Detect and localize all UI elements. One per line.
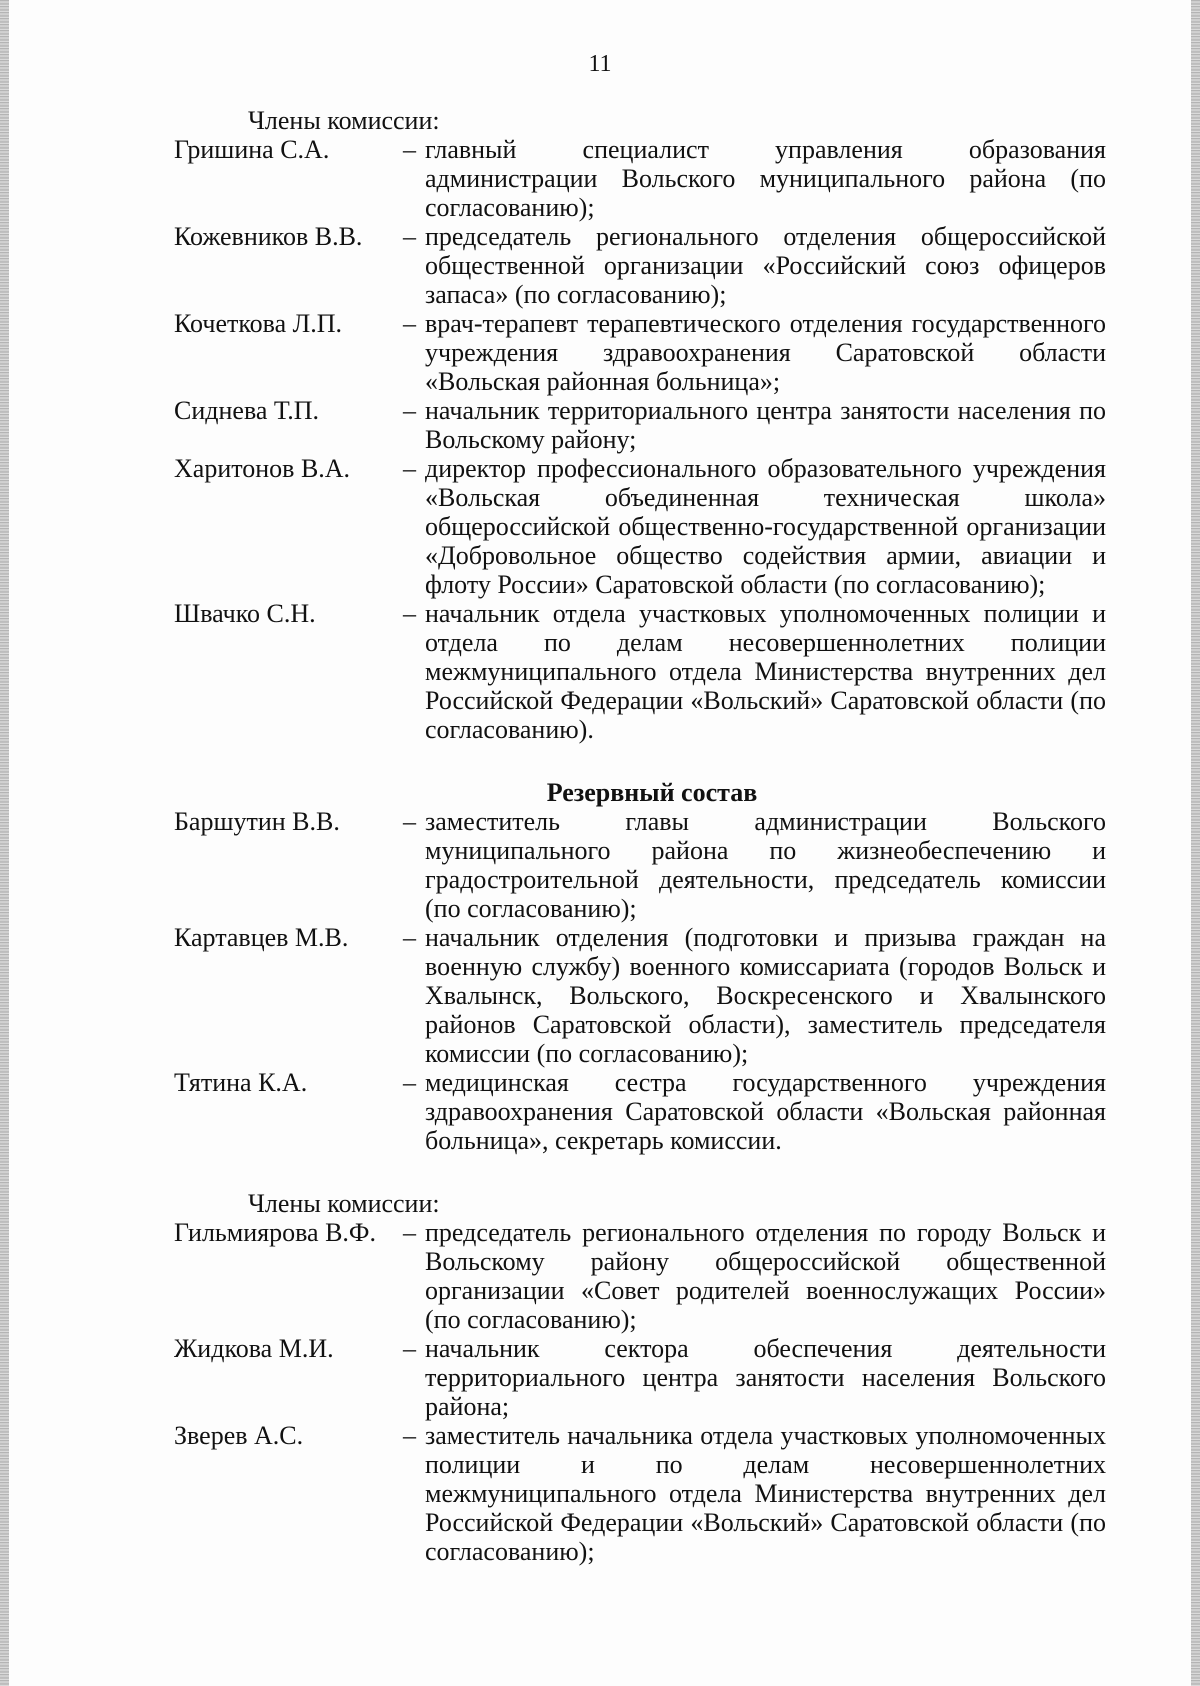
member-role: председатель регионального отделения общероссийской общественной организации «Российский союз офицеров запаса» (по согласованию); [425, 222, 1106, 309]
member-role: начальник сектора обеспечения деятельности территориального центра занятости населения Вольского района; [425, 1334, 1106, 1421]
member-role: начальник отделения (подготовки и призыва граждан на военную службу) военного комиссариата (городов Вольск и Хвалынск, Вольского, Воскресенского и Хвалынского районов Саратовской области), заместитель председателя комиссии (по согласованию); [425, 923, 1106, 1068]
spacer [174, 1155, 1106, 1189]
member-role: главный специалист управления образования администрации Вольского муниципального района (по согласованию); [425, 135, 1106, 222]
member-name: Тятина К.А. [174, 1068, 308, 1097]
member-role: заместитель начальника отдела участковых уполномоченных полиции и по делам несовершеннолетних межмуниципального отдела Министерства внутренних дел Российской Федерации «Вольский» Саратовской области (по согласованию); [425, 1421, 1106, 1566]
scan-edge-right [1191, 0, 1200, 1686]
member-entry [174, 1068, 1106, 1155]
dash: – [403, 222, 416, 251]
member-name: Гильмиярова В.Ф. [174, 1218, 376, 1247]
member-role: директор профессионального образовательного учреждения «Вольская объединенная техническая школа» общероссийской общественно-государственной организации «Добровольное общество содействия армии, авиации и флоту России» Саратовской области (по согласованию); [425, 454, 1106, 599]
page-number: 11 [588, 51, 612, 77]
member-name: Жидкова М.И. [174, 1334, 334, 1363]
dash: – [403, 396, 416, 425]
member-name: Баршутин В.В. [174, 807, 340, 836]
member-entry [174, 599, 1106, 744]
member-entry [174, 222, 1106, 309]
reserve-section-title: Резервный состав [546, 778, 758, 807]
dash: – [403, 923, 416, 952]
member-name: Харитонов В.А. [174, 454, 351, 483]
member-entry [174, 396, 1106, 454]
member-entry [174, 135, 1106, 222]
reserve-list [174, 807, 1106, 1155]
member-name: Сиднева Т.П. [174, 396, 319, 425]
member-role: председатель регионального отделения по городу Вольск и Вольскому району общероссийской общественной организации «Совет родителей военнослужащих России» (по согласованию); [425, 1218, 1106, 1334]
member-entry [174, 454, 1106, 599]
member-entry [174, 309, 1106, 396]
member-name: Зверев А.С. [174, 1421, 304, 1450]
member-entry [174, 1218, 1106, 1334]
member-name: Картавцев М.В. [174, 923, 349, 952]
member-role: медицинская сестра государственного учреждения здравоохранения Саратовской области «Вольская районная больница», секретарь комиссии. [425, 1068, 1106, 1155]
dash: – [403, 1421, 416, 1450]
member-role: заместитель главы администрации Вольского муниципального района по жизнеобеспечению и градостроительной деятельности, председатель комиссии (по согласованию); [425, 807, 1106, 923]
dash: – [403, 599, 416, 628]
member-name: Кожевников В.В. [174, 222, 363, 251]
dash: – [403, 135, 416, 164]
members-list [174, 135, 1106, 744]
member-name: Швачко С.Н. [174, 599, 316, 628]
member-name: Кочеткова Л.П. [174, 309, 343, 338]
dash: – [403, 807, 416, 836]
member-name: Гришина С.А. [174, 135, 330, 164]
member-entry [174, 1421, 1106, 1566]
dash: – [403, 1068, 416, 1097]
dash: – [403, 1218, 416, 1247]
member-role: врач-терапевт терапевтического отделения государственного учреждения здравоохранения Саратовской области «Вольская районная больница»; [425, 309, 1106, 396]
members-heading: Члены комиссии: [248, 1189, 440, 1218]
dash: – [403, 454, 416, 483]
document-body [174, 106, 1106, 1566]
member-entry [174, 1334, 1106, 1421]
member-entry [174, 807, 1106, 923]
member-role: начальник территориального центра занятости населения по Вольскому району; [425, 396, 1106, 454]
dash: – [403, 1334, 416, 1363]
members-heading: Члены комиссии: [248, 106, 440, 135]
member-role: начальник отдела участковых уполномоченных полиции и отдела по делам несовершеннолетних полиции межмуниципального отдела Министерства внутренних дел Российской Федерации «Вольский» Саратовской области (по согласованию). [425, 599, 1106, 744]
dash: – [403, 309, 416, 338]
members-list [174, 1218, 1106, 1566]
member-entry [174, 923, 1106, 1068]
scan-edge-left [0, 0, 9, 1686]
